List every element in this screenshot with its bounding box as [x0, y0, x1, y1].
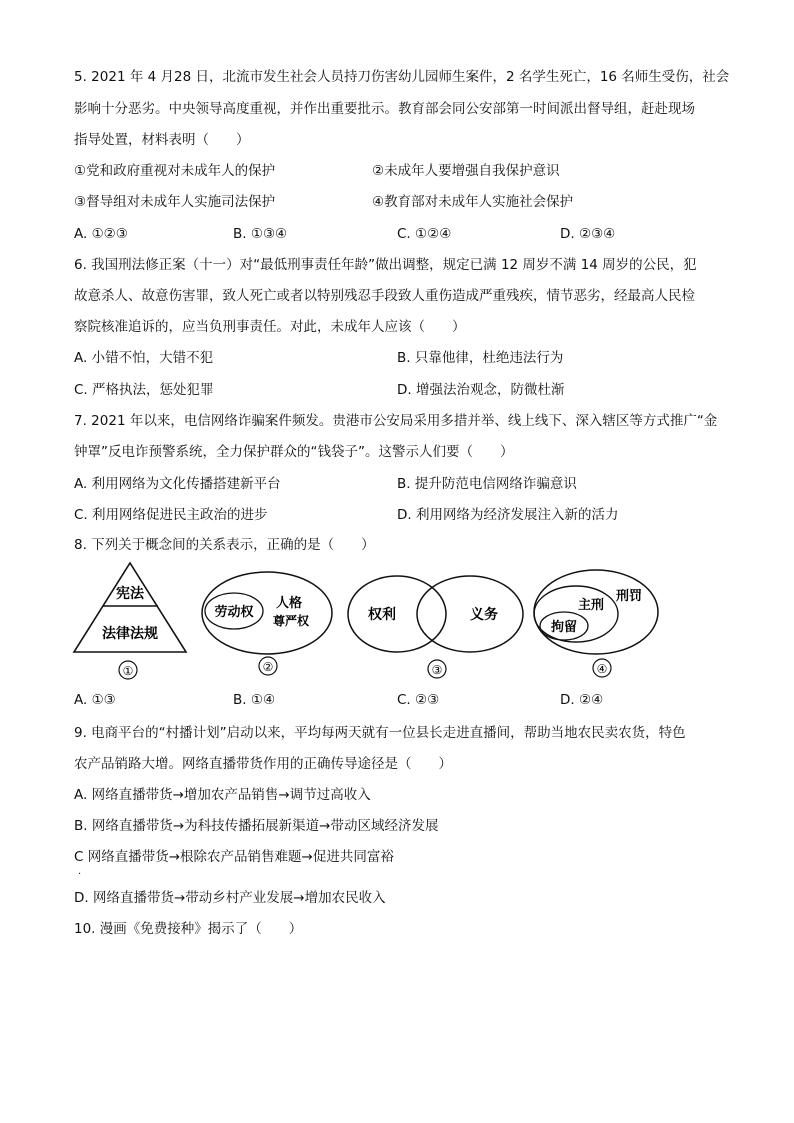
q5-statement-3: ③督导组对未成年人实施司法保护	[74, 194, 276, 210]
diagram-2-inner-label: 劳动权	[214, 605, 254, 620]
q6-line-1: 6. 我国刑法修正案（十一）对“最低刑事责任年龄”做出调整，规定已满 12 周岁不满 14 周岁的公民，犯	[74, 257, 697, 273]
q6-line-2: 故意杀人、故意伤害罪，致人死亡或者以特别残忍手段致人重伤造成严重残疾，情节恶劣，经最高人民检	[74, 288, 695, 304]
q8-option-c: C. ②③	[397, 692, 440, 708]
q6-option-b: B. 只靠他律，杜绝违法行为	[397, 350, 564, 366]
q9-line-1: 9. 电商平台的“村播计划”启动以来，平均每两天就有一位县长走进直播间，帮助当地农民卖农货，特色	[74, 725, 686, 741]
q7-option-b: B. 提升防范电信网络诈骗意识	[397, 476, 577, 492]
diagram-2-number: ②	[262, 660, 274, 674]
q5-line-1: 5. 2021 年 4 月28 日，北流市发生社会人员持刀伤害幼儿园师生案件，2 名学生死亡，16 名师生受伤，社会	[74, 69, 730, 85]
q6-option-d: D. 增强法治观念，防微杜渐	[397, 382, 565, 398]
q9-line-2: 农产品销路大增。网络直播带货作用的正确传导途径是（ ）	[74, 756, 452, 772]
q10-stem: 10. 漫画《免费接种》揭示了（ ）	[74, 921, 303, 937]
q9-option-a: A. 网络直播带货→增加农产品销售→调节过高收入	[74, 787, 371, 803]
q5-option-a: A. ①②③	[74, 226, 128, 242]
q8-option-a: A. ①③	[74, 692, 116, 708]
diagram-4-number: ④	[596, 662, 608, 676]
diagram-4-outer-label: 刑罚	[615, 589, 643, 604]
diagram-1-bottom-label: 法律法规	[102, 626, 158, 642]
diagram-3-right-label: 义务	[470, 607, 498, 623]
q9-option-d: D. 网络直播带货→带动乡村产业发展→增加农民收入	[74, 890, 386, 906]
q8-diagrams	[0, 555, 794, 685]
diagram-4-middle-label: 主刑	[577, 598, 605, 613]
diagram-3-number: ③	[431, 663, 443, 677]
diagram-3-left-label: 权利	[368, 607, 396, 623]
q8-option-d: D. ②④	[560, 692, 604, 708]
diagram-2-ellipses	[202, 572, 332, 675]
diagram-2-outer-label-1: 人格	[275, 596, 303, 611]
diagram-1-top-label: 宪法	[116, 586, 144, 602]
diagram-4-nested	[534, 570, 658, 677]
q5-statement-1: ①党和政府重视对未成年人的保护	[74, 163, 276, 179]
q9-option-c: C 网络直播带货→根除农产品销售难题→促进共同富裕	[74, 849, 394, 865]
q5-line-3: 指导处置，材料表明（ ）	[74, 132, 250, 148]
q7-option-a: A. 利用网络为文化传播搭建新平台	[74, 476, 281, 492]
q7-option-c: C. 利用网络促进民主政治的进步	[74, 507, 268, 523]
stray-dot: .	[78, 866, 82, 877]
q5-statement-4: ④教育部对未成年人实施社会保护	[372, 194, 574, 210]
q5-line-2: 影响十分恶劣。中央领导高度重视，并作出重要批示。教育部会同公安部第一时间派出督导组，赶赴现场	[74, 101, 695, 117]
q5-option-b: B. ①③④	[233, 226, 288, 242]
q8-stem: 8. 下列关于概念间的关系表示，正确的是（ ）	[74, 537, 375, 553]
q7-option-d: D. 利用网络为经济发展注入新的活力	[397, 507, 619, 523]
diagram-4-inner-label: 拘留	[550, 620, 578, 635]
q5-option-c: C. ①②④	[397, 226, 452, 242]
diagram-3-venn	[348, 576, 523, 678]
q6-option-c: C. 严格执法，惩处犯罪	[74, 382, 214, 398]
q5-statement-2: ②未成年人要增强自我保护意识	[372, 163, 560, 179]
diagram-2-outer-label-2: 尊严权	[272, 614, 310, 628]
q6-line-3: 察院核准追诉的，应当负刑事责任。对此，未成年人应该（ ）	[74, 319, 466, 335]
diagram-1-number: ①	[122, 664, 134, 678]
q7-line-1: 7. 2021 年以来，电信网络诈骗案件频发。贵港市公安局采用多措并举、线上线下、深入辖区等方式推广“金	[74, 413, 718, 429]
q6-option-a: A. 小错不怕，大错不犯	[74, 350, 214, 366]
q5-option-d: D. ②③④	[560, 226, 616, 242]
q9-option-b: B. 网络直播带货→为科技传播拓展新渠道→带动区域经济发展	[74, 818, 439, 834]
q7-line-2: 钟罩”反电诈预警系统，全力保护群众的“钱袋子”。这警示人们要（ ）	[74, 444, 514, 460]
diagram-1-triangle	[74, 563, 186, 679]
q8-option-b: B. ①④	[233, 692, 276, 708]
